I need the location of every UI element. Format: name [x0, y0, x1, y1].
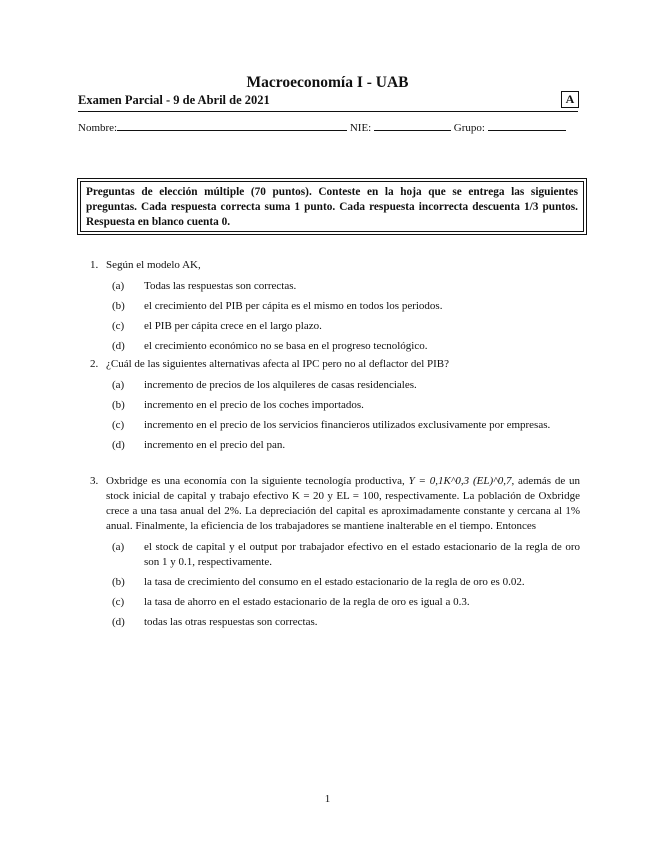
question-text-rest: , además de un stock inicial de capital y trabajo efectivo K = 20 y EL = 100, respectivamente. La población de Oxbridge crece a una tasa anual del 2%. La depreciación del capital es aproximadamente constante y cercana al 1% anual. Finalmente, la eficiencia de los trabajadores se mantiene inalterable en el tiempo. Entonces [106, 475, 580, 532]
option-text: el crecimiento económico no se basa en el progreso tecnológico. [144, 340, 428, 352]
question-3 [90, 474, 580, 635]
option-d [90, 438, 580, 453]
exam-subtitle: Examen Parcial - 9 de Abril de 2021 [78, 93, 270, 107]
option-a [90, 279, 580, 294]
option-a [90, 540, 580, 570]
page-number: 1 [324, 793, 331, 805]
option-label: (c) [112, 596, 125, 608]
question-1 [90, 258, 580, 359]
exam-version-badge: A [561, 91, 579, 108]
question-text-intro: Oxbridge es una economía con la siguiente tecnología productiva, [106, 475, 409, 487]
option-label: (d) [112, 340, 125, 352]
option-text: todas las otras respuestas son correctas. [144, 616, 318, 628]
option-b [90, 299, 580, 314]
option-b [90, 575, 580, 590]
question-number: 1. [90, 259, 99, 271]
option-text: incremento en el precio de los coches importados. [144, 399, 364, 411]
option-b [90, 398, 580, 413]
option-label: (d) [112, 439, 125, 451]
question-number: 3. [90, 475, 99, 487]
exam-title: Macroeconomía I - UAB [246, 74, 409, 91]
option-list [90, 540, 580, 630]
option-text: Todas las respuestas son correctas. [144, 280, 297, 292]
instructions-box-inner [80, 181, 584, 232]
name-blank-line[interactable] [117, 120, 347, 131]
option-text: la tasa de crecimiento del consumo en el estado estacionario de la regla de oro es 0.02. [144, 576, 525, 588]
option-label: (b) [112, 576, 125, 588]
option-label: (b) [112, 300, 125, 312]
option-text: la tasa de ahorro en el estado estacionario de la regla de oro es igual a 0.3. [144, 596, 470, 608]
question-text: ¿Cuál de las siguientes alternativas afecta al IPC pero no al deflactor del PIB? [106, 358, 450, 370]
instructions-text: . Conteste en la hoja que se entrega las siguientes preguntas. Cada respuesta correcta suma 1 punto. Cada respuesta incorrecta descuenta 1/3 puntos. Respuesta en blanco cuenta 0. [86, 186, 579, 228]
name-label: Nombre: [78, 122, 118, 134]
nie-blank-line[interactable] [374, 120, 451, 131]
student-info-fields [78, 120, 582, 134]
option-d [90, 615, 580, 630]
nie-label: NIE: [349, 122, 372, 134]
production-function-formula: Y = 0,1K^0,3 (EL)^0,7 [408, 475, 512, 487]
option-label: (c) [112, 320, 125, 332]
option-label: (a) [112, 379, 125, 391]
option-label: (a) [112, 541, 125, 553]
option-label: (c) [112, 419, 125, 431]
instructions-box [77, 178, 587, 235]
option-list [90, 279, 580, 354]
option-d [90, 339, 580, 354]
option-text: el PIB per cápita crece en el largo plazo. [144, 320, 322, 332]
option-list [90, 378, 580, 453]
instructions-heading: Preguntas de elección múltiple (70 puntos) [86, 186, 309, 198]
option-label: (b) [112, 399, 125, 411]
option-text: incremento de precios de los alquileres de casas residenciales. [144, 379, 417, 391]
header-divider [78, 111, 578, 112]
option-text: el crecimiento del PIB per cápita es el mismo en todos los periodos. [144, 300, 443, 312]
group-label: Grupo: [453, 122, 485, 134]
question-number: 2. [90, 358, 99, 370]
option-a [90, 378, 580, 393]
option-label: (a) [112, 280, 125, 292]
option-c [90, 595, 580, 610]
option-c [90, 418, 580, 433]
option-text: incremento en el precio de los servicios financieros utilizados exclusivamente por empresas. [144, 419, 551, 431]
option-c [90, 319, 580, 334]
option-label: (d) [112, 616, 125, 628]
option-text: incremento en el precio del pan. [144, 439, 286, 451]
question-text: Según el modelo AK, [106, 259, 201, 271]
option-text: el stock de capital y el output por trabajador efectivo en el estado estacionario de la regla de oro son 1 y 0.1, respectivamente. [144, 541, 580, 568]
group-blank-line[interactable] [488, 120, 566, 131]
question-text [106, 474, 580, 534]
question-2 [90, 357, 580, 458]
